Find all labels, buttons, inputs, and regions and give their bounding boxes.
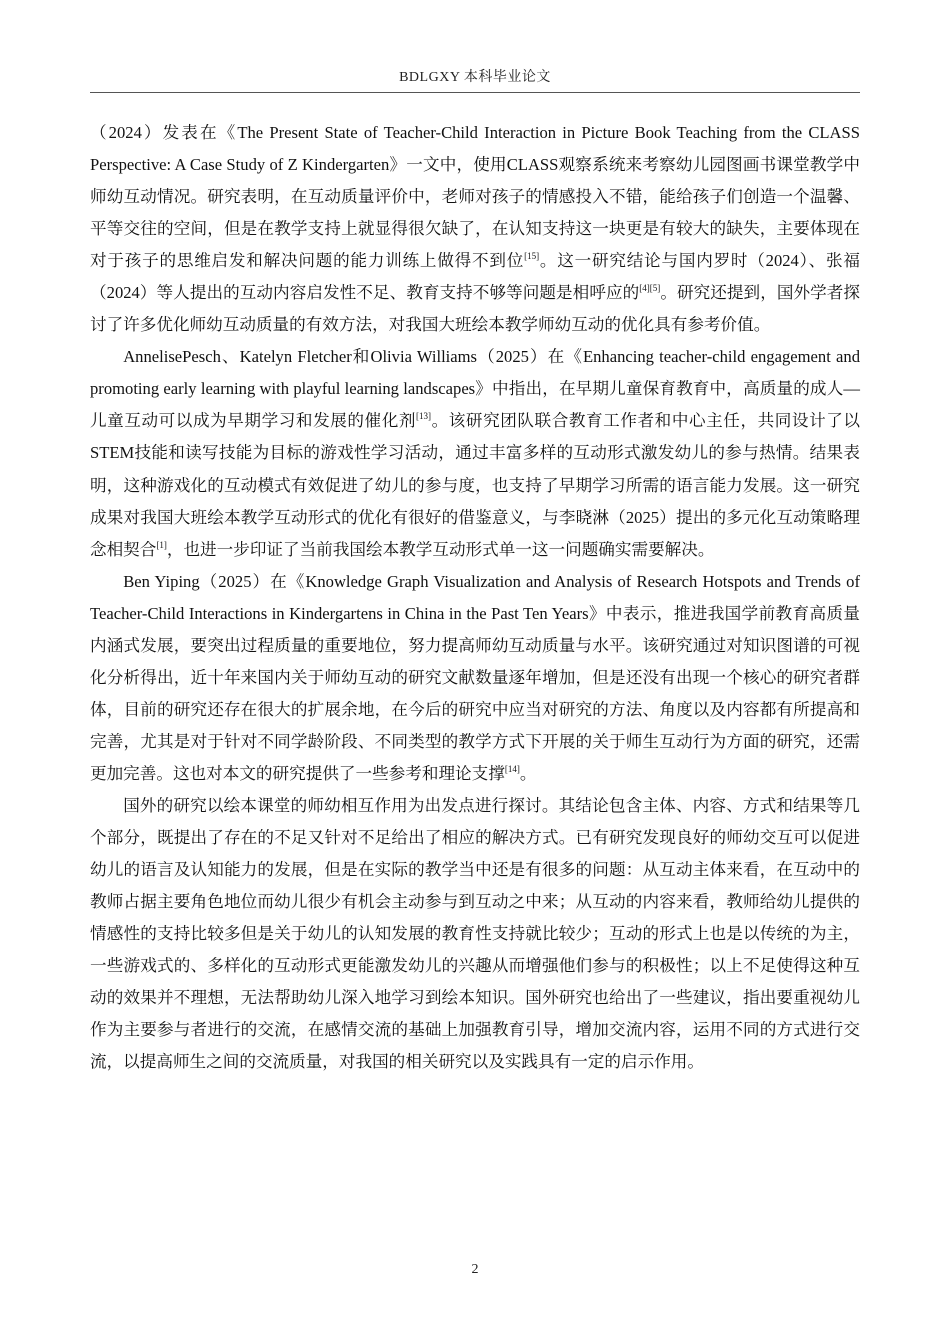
text-run: 国外的研究以绘本课堂的师幼相互作用为出发点进行探讨。其结论包含主体、内容、方式和结果等几个部分，既提出了存在的不足又针对不足给出了相应的解决方式。已有研究发现良好的师幼交互可以促进幼儿的语言及认知能力的发展，但是在实际的教学当中还是有很多的问题：从互动主体来看，在互动中的教师占据主要角色地位而幼儿很少有机会主动参与到互动之中来；从互动的内容来看，教师给幼儿提供的情感性的支持比较多但是关于幼儿的认知发展的教育性支持就比较少；互动的形式上也是以传统的为主，一些游戏式的、多样化的互动形式更能激发幼儿的兴趣从而增强他们参与的积极性；以上不足使得这种互动的效果并不理想，无法帮助幼儿深入地学习到绘本知识。国外研究也给出了一些建议，指出要重视幼儿作为主要参与者进行的交流，在感情交流的基础上加强教育引导，增加交流内容，运用不同的方式进行交流，以提高师生之间的交流质量，对我国的相关研究以及实践具有一定的启示作用。 [90, 795, 860, 1072]
text-run: AnnelisePesch、Katelyn Fletcher和Olivia Williams（2025）在《Enhancing teacher-child engagement and promoting early learning with playful learning landscapes》中指出，在早期儿童保育教育中，高质量的成人—儿童互动可以成为早期学习和发展的催化剂 [90, 347, 860, 431]
citation-ref: [14] [504, 763, 520, 774]
text-run: 。这一研究结论与国内罗时（2024）、张福（2024）等人提出的互动内容启发性不足、教育支持不够等问题是相呼应的 [90, 251, 861, 303]
text-run: （2024）发表在《The Present State of Teacher-Child Interaction in Picture Book Teaching from the CLASS Perspective: A Case Study of Z Kindergarten》一文中，使用CLASS观察系统来考察幼儿园图画书课堂教学中师幼互动情况。研究表明，在互动质量评价中，老师对孩子的情感投入不错，能给孩子们创造一个温馨、平等交往的空间，但是在教学支持上就显得很欠缺了，在认知支持这一块更是有较大的缺失，主要体现在对于孩子的思维启发和解决问题的能力训练上做得不到位 [90, 123, 860, 271]
header-divider [90, 92, 860, 93]
text-run: 。研究还提到，国外学者探讨了许多优化师幼互动质量的有效方法，对我国大班绘本教学师幼互动的优化具有参考价值。 [90, 283, 861, 335]
citation-ref: [4][5] [639, 283, 661, 294]
text-run: 。 [519, 763, 537, 783]
citation-ref: [1] [156, 539, 167, 550]
text-run: ，也进一步印证了当前我国绘本教学互动形式单一这一问题确实需要解决。 [166, 539, 715, 559]
body-text [90, 117, 860, 1078]
paragraph-4 [90, 790, 860, 1078]
running-header: BDLGXY 本科毕业论文 [399, 70, 551, 85]
paragraph-3 [90, 566, 860, 790]
page-number: 2 [471, 1262, 479, 1277]
text-run: 。该研究团队联合教育工作者和中心主任，共同设计了以STEM技能和读写技能为目标的游戏性学习活动，通过丰富多样的互动形式激发幼儿的参与热情。结果表明，这种游戏化的互动模式有效促进了幼儿的参与度，也支持了早期学习所需的语言能力发展。这一研究成果对我国大班绘本教学互动形式的优化有很好的借鉴意义，与李晓淋（2025）提出的多元化互动策略理念相契合 [90, 411, 861, 559]
citation-ref: [15] [524, 251, 540, 262]
citation-ref: [13] [416, 411, 432, 422]
text-run: Ben Yiping（2025）在《Knowledge Graph Visualization and Analysis of Research Hotspots and Trends of Teacher-Child Interactions in Kindergartens in China in the Past Ten Years》中表示，推进我国学前教育高质量内涵式发展，要突出过程质量的重要地位，努力提高师幼互动质量与水平。该研究通过对知识图谱的可视化分析得出，近十年来国内关于师幼互动的研究文献数量逐年增加，但是还没有出现一个核心的研究者群体，目前的研究还存在很大的扩展余地，在今后的研究中应当对研究的方法、角度以及内容都有所提高和完善，尤其是对于针对不同学龄阶段、不同类型的教学方式下开展的关于师生互动行为方面的研究，还需更加完善。这也对本文的研究提供了一些参考和理论支撑 [90, 571, 860, 783]
paragraph-1 [90, 117, 860, 341]
paragraph-2 [90, 341, 860, 565]
